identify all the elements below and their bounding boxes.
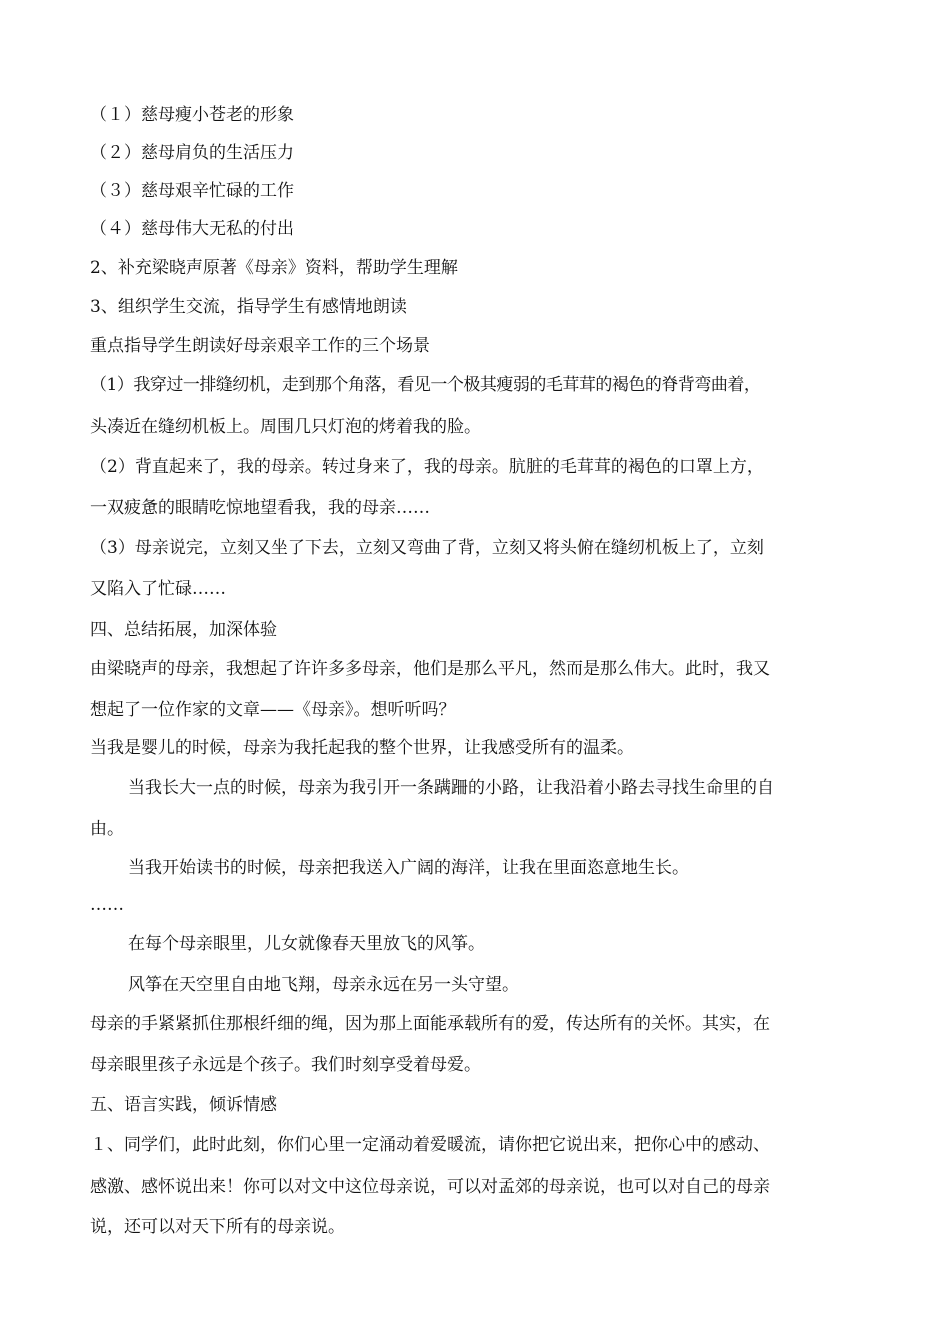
paragraph-line: 母亲的手紧紧抓住那根纤细的绳，因为那上面能承载所有的爱，传达所有的关怀。其实，在 (90, 1014, 770, 1034)
paragraph-line: 风筝在天空里自由地飞翔，母亲永远在另一头守望。 (128, 975, 519, 995)
paragraph-line: 重点指导学生朗读好母亲艰辛工作的三个场景 (90, 336, 430, 356)
paragraph-line: 一双疲惫的眼睛吃惊地望看我，我的母亲…… (90, 498, 430, 518)
paragraph-line: 在每个母亲眼里，儿女就像春天里放飞的风筝。 (128, 934, 485, 954)
paragraph-line: 当我是婴儿的时候，母亲为我托起我的整个世界，让我感受所有的温柔。 (90, 738, 634, 758)
section-heading: 五、语言实践，倾诉情感 (90, 1095, 277, 1115)
paragraph-line: 说，还可以对天下所有的母亲说。 (90, 1217, 345, 1237)
paragraph-line: 由。 (90, 819, 124, 839)
paragraph-line: 2、补充梁晓声原著《母亲》资料，帮助学生理解 (90, 258, 458, 278)
paragraph-line: 又陷入了忙碌…… (90, 579, 226, 599)
paragraph-line: （3）母亲说完，立刻又坐了下去，立刻又弯曲了背，立刻又将头俯在缝纫机板上了，立刻 (90, 538, 764, 558)
paragraph-line: （2）背直起来了，我的母亲。转过身来了，我的母亲。肮脏的毛茸茸的褐色的口罩上方， (90, 457, 764, 477)
paragraph-line: 想起了一位作家的文章——《母亲》。想听听吗？ (90, 700, 456, 720)
list-item: （２）慈母肩负的生活压力 (90, 143, 294, 163)
list-item: （３）慈母艰辛忙碌的工作 (90, 181, 294, 201)
ellipsis-line: …… (90, 895, 124, 915)
paragraph-line: １、同学们，此时此刻，你们心里一定涌动着爱暖流，请你把它说出来，把你心中的感动、 (90, 1135, 770, 1155)
paragraph-line: 3、组织学生交流，指导学生有感情地朗读 (90, 297, 407, 317)
list-item: （４）慈母伟大无私的付出 (90, 219, 294, 239)
paragraph-line: 头凑近在缝纫机板上。周围几只灯泡的烤着我的脸。 (90, 417, 481, 437)
list-item: （１）慈母瘦小苍老的形象 (90, 105, 294, 125)
paragraph-line: 母亲眼里孩子永远是个孩子。我们时刻享受着母爱。 (90, 1055, 481, 1075)
paragraph-line: 感激、感怀说出来！你可以对文中这位母亲说，可以对孟郊的母亲说，也可以对自己的母亲 (90, 1177, 770, 1197)
paragraph-line: 当我长大一点的时候，母亲为我引开一条蹒跚的小路，让我沿着小路去寻找生命里的自 (128, 778, 774, 798)
paragraph-line: 由梁晓声的母亲，我想起了许许多多母亲，他们是那么平凡，然而是那么伟大。此时，我又 (90, 659, 770, 679)
paragraph-line: （1）我穿过一排缝纫机，走到那个角落，看见一个极其瘦弱的毛茸茸的褐色的脊背弯曲着， (90, 375, 761, 395)
paragraph-line: 当我开始读书的时候，母亲把我送入广阔的海洋，让我在里面恣意地生长。 (128, 858, 689, 878)
section-heading: 四、总结拓展，加深体验 (90, 620, 277, 640)
